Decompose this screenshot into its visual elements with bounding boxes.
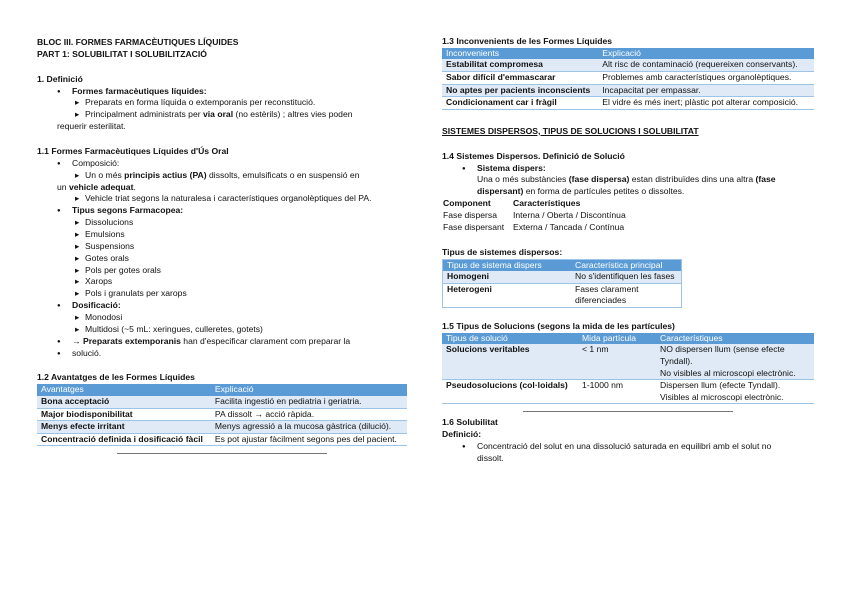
- tipus-disp-label: Tipus de sistemes dispersos:: [442, 246, 563, 257]
- table-header: Explicació: [211, 384, 407, 396]
- list-item: ▸ Pols per gotes orals: [37, 265, 407, 277]
- bullet-sistema-dispers: ● Sistema dispers:: [442, 163, 814, 175]
- part-title: PART 1: SOLUBILITAT I SOLUBILITZACIÓ: [37, 48, 207, 59]
- table-row: Concentració definida i dosificació fàcil Es pot ajustar fàcilment segons pes del pacient.: [37, 433, 407, 446]
- table-row: Solucions veritables < 1 nm NO dispersen llum (sense efecte Tyndall). No visibles al microscopi electrònic.: [442, 344, 814, 379]
- sistemes-title: SISTEMES DISPERSOS, TIPUS DE SOLUCIONS I SOLUBILITAT: [442, 125, 699, 136]
- table-header: Tipus de sistema dispers: [443, 259, 572, 271]
- bullet-dosificacio: ● Dosificació:: [37, 300, 407, 312]
- table-header: Inconvenients: [442, 48, 598, 60]
- component-table: [442, 198, 629, 234]
- table-header: Característiques: [656, 333, 814, 345]
- definition-text: Una o més substàncies (fase dispersa) estan distribuïdes dins una altra (fase dispersant) en forma de partícules petites o dissoltes.: [477, 174, 776, 197]
- bullet-continuation: ● solució.: [37, 348, 407, 360]
- horizontal-divider: [117, 453, 327, 454]
- section-1-5-heading: 1.5 Tipus de Solucions (segons la mida de les partícules): [442, 320, 675, 331]
- sub-item-continuation: un vehicle adequat.: [57, 181, 136, 192]
- left-column: [37, 37, 407, 454]
- section-1-heading: 1. Definició: [37, 73, 83, 84]
- list-item: ▸ Suspensions: [37, 241, 407, 253]
- sub-item: ▸ Vehicle triat segons la naturalesa i característiques organolèptiques del PA.: [37, 193, 407, 205]
- table-row: Major biodisponibilitat PA dissolt → acció ràpida.: [37, 408, 407, 421]
- section-1-2-heading: 1.2 Avantatges de les Formes Líquides: [37, 372, 195, 383]
- definicio-label: Definició:: [442, 429, 482, 440]
- advantages-table: [37, 384, 407, 446]
- table-row: Estabilitat compromesa Alt risc de contaminació (requereixen conservants).: [442, 59, 814, 71]
- list-item: ▸ Pols i granulats per xarops: [37, 288, 407, 300]
- solutions-table: [442, 333, 814, 405]
- table-row: Condicionament car i fràgil El vidre és més inert; plàstic pot alterar composició.: [442, 97, 814, 110]
- list-item: ▸ Gotes orals: [37, 253, 407, 265]
- bullet-definicio: ● Concentració del solut en una dissolució saturada en equilibri amb el solut no dissolt.: [442, 441, 814, 465]
- bullet-extemporanis: ● → Preparats extemporanis han d'especificar clarament com preparar la: [37, 336, 407, 348]
- table-row: No aptes per pacients inconscients Incapacitat per empassar.: [442, 84, 814, 97]
- table-row: Menys efecte irritant Menys agressió a la mucosa gàstrica (dilució).: [37, 421, 407, 434]
- sub-item: ▸ Principalment administrats per via oral (no estèrils) ; altres vies poden: [37, 109, 407, 121]
- table-row: Bona acceptació Facilita ingestió en pediatria i geriatria.: [37, 396, 407, 408]
- table-row: Pseudosolucions (col·loidals) 1-1000 nm Dispersen llum (efecte Tyndall). Visibles al microscopi electrònic.: [442, 380, 814, 404]
- table-header: Mida partícula: [578, 333, 656, 345]
- table-row: Fase dispersant Externa / Tancada / Contínua: [443, 221, 625, 232]
- table-header: Característiques: [513, 198, 581, 209]
- bullet-formes: ● Formes farmacèutiques líquides:: [37, 86, 407, 98]
- section-1-3-heading: 1.3 Inconvenients de les Formes Líquides: [442, 36, 613, 46]
- table-row: Homogeni No s'identifiquen les fases: [443, 271, 682, 283]
- table-row: Sabor difícil d'emmascarar Problemes amb característiques organolèptiques.: [442, 72, 814, 85]
- list-item: ▸ Multidosi (~5 mL: xeringues, culleretes, gotets): [37, 324, 407, 336]
- table-header: Component: [443, 198, 491, 209]
- table-header: Tipus de solució: [442, 333, 578, 345]
- bullet-tipus: ● Tipus segons Farmacopea:: [37, 205, 407, 217]
- list-item: ▸ Emulsions: [37, 229, 407, 241]
- sub-item-continuation: requerir esterilitat.: [57, 121, 126, 132]
- table-header: Explicació: [598, 48, 814, 60]
- sub-item: ▸ Un o més principis actius (PA) dissolts, emulsificats o en suspensió en: [37, 170, 407, 182]
- dispersed-types-table: [442, 259, 682, 308]
- section-1-4-heading: 1.4 Sistemes Dispersos. Definició de Solució: [442, 150, 625, 161]
- right-column: [442, 36, 814, 465]
- table-row: Heterogeni Fases clarament diferenciades: [443, 283, 682, 307]
- table-header: Característica principal: [571, 259, 682, 271]
- list-item: ▸ Xarops: [37, 276, 407, 288]
- inconvenients-table: [442, 48, 814, 110]
- sub-item: ▸ Preparats en forma líquida o extemporanis per reconstitució.: [37, 97, 407, 109]
- list-item: ▸ Monodosi: [37, 312, 407, 324]
- bloc-title: BLOC III. FORMES FARMACÈUTIQUES LÍQUIDES: [37, 37, 239, 47]
- table-header: Avantatges: [37, 384, 211, 396]
- table-row: Fase dispersa Interna / Oberta / Discontínua: [443, 209, 626, 220]
- list-item: ▸ Dissolucions: [37, 217, 407, 229]
- section-1-1-heading: 1.1 Formes Farmacèutiques Líquides d'Ús Oral: [37, 146, 229, 157]
- section-1-6-heading: 1.6 Solubilitat: [442, 417, 498, 428]
- bullet-composicio: ● Composició:: [37, 158, 407, 170]
